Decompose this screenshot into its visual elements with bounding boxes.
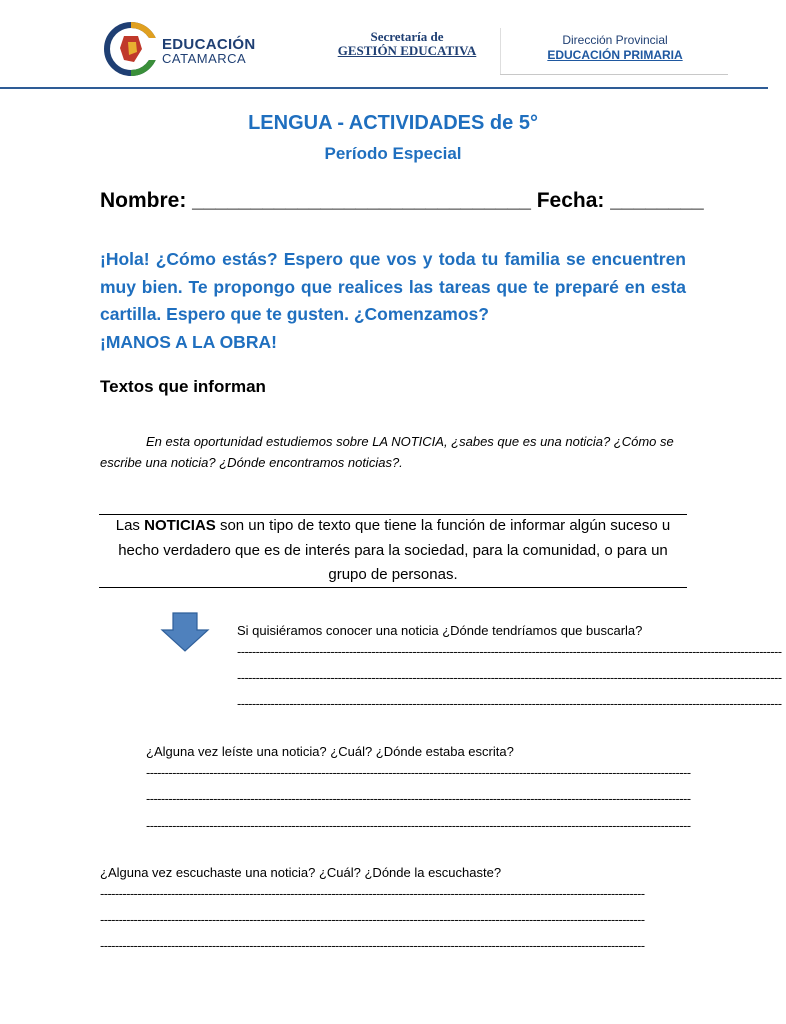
answer-line-2a[interactable]: -------------------------------------------------------------------------------------------------------------------------------------------------- — [146, 765, 691, 780]
direccion-line-2: EDUCACIÓN PRIMARIA — [547, 48, 683, 62]
definition-box — [99, 514, 687, 588]
logo-title: EDUCACIÓN — [162, 36, 256, 53]
answer-line-3a[interactable]: -------------------------------------------------------------------------------------------------------------------------------------------------- — [100, 886, 645, 901]
page-title: LENGUA - ACTIVIDADES de 5° — [248, 112, 538, 134]
name-date-field[interactable]: Nombre: _____________________________ Fecha: ________ — [100, 189, 704, 212]
answer-line-1c[interactable]: -------------------------------------------------------------------------------------------------------------------------------------------------- — [237, 696, 782, 711]
education-catamarca-logo-icon — [104, 22, 164, 76]
direccion-heading — [520, 33, 710, 63]
secretaria-line-1: Secretaría de — [370, 29, 444, 44]
catamarca-logo — [104, 22, 264, 76]
definition-term: NOTICIAS — [144, 517, 216, 534]
question-1: Si quisiéramos conocer una noticia ¿Dónde tendríamos que buscarla? — [237, 623, 643, 638]
header-box-underline — [500, 74, 728, 75]
intro-paragraph: ¡Hola! ¿Cómo estás? Espero que vos y toda tu familia se encuentren muy bien. Te propongo que realices las tareas que te preparé en esta cartilla. Espero que te gusten. ¿Comenzamos? — [100, 249, 686, 324]
intro-call-to-action: ¡MANOS A LA OBRA! — [100, 331, 277, 352]
answer-line-1a[interactable]: -------------------------------------------------------------------------------------------------------------------------------------------------- — [237, 644, 782, 659]
section-heading: Textos que informan — [100, 377, 266, 396]
intro-text — [100, 246, 686, 356]
page-subtitle: Período Especial — [324, 144, 462, 163]
answer-line-1b[interactable]: -------------------------------------------------------------------------------------------------------------------------------------------------- — [237, 670, 782, 685]
direccion-line-1: Dirección Provincial — [562, 33, 668, 47]
down-arrow-icon — [160, 612, 210, 652]
question-3: ¿Alguna vez escuchaste una noticia? ¿Cuál? ¿Dónde la escuchaste? — [100, 865, 502, 880]
definition-prefix: Las — [115, 517, 145, 534]
answer-line-2b[interactable]: -------------------------------------------------------------------------------------------------------------------------------------------------- — [146, 791, 691, 806]
header-divider — [0, 87, 768, 89]
question-2: ¿Alguna vez leíste una noticia? ¿Cuál? ¿Dónde estaba escrita? — [146, 744, 514, 759]
definition-bottom-rule — [99, 587, 687, 588]
secretaria-line-2: GESTIÓN EDUCATIVA — [337, 43, 477, 58]
italic-intro-paragraph: En esta oportunidad estudiemos sobre LA NOTICIA, ¿sabes que es una noticia? ¿Cómo se escribe una noticia? ¿Dónde encontramos noticias?. — [100, 434, 674, 470]
answer-line-2c[interactable]: -------------------------------------------------------------------------------------------------------------------------------------------------- — [146, 818, 691, 833]
logo-subtitle: CATAMARCA — [162, 51, 247, 66]
answer-line-3c[interactable]: -------------------------------------------------------------------------------------------------------------------------------------------------- — [100, 938, 645, 953]
header-box-divider — [500, 28, 501, 74]
secretaria-heading — [322, 30, 492, 58]
answer-line-3b[interactable]: -------------------------------------------------------------------------------------------------------------------------------------------------- — [100, 912, 645, 927]
definition-body: son un tipo de texto que tiene la función de informar algún suceso u hecho verdadero que es de interés para la sociedad, para la comunidad, o para un grupo de personas. — [118, 517, 671, 583]
